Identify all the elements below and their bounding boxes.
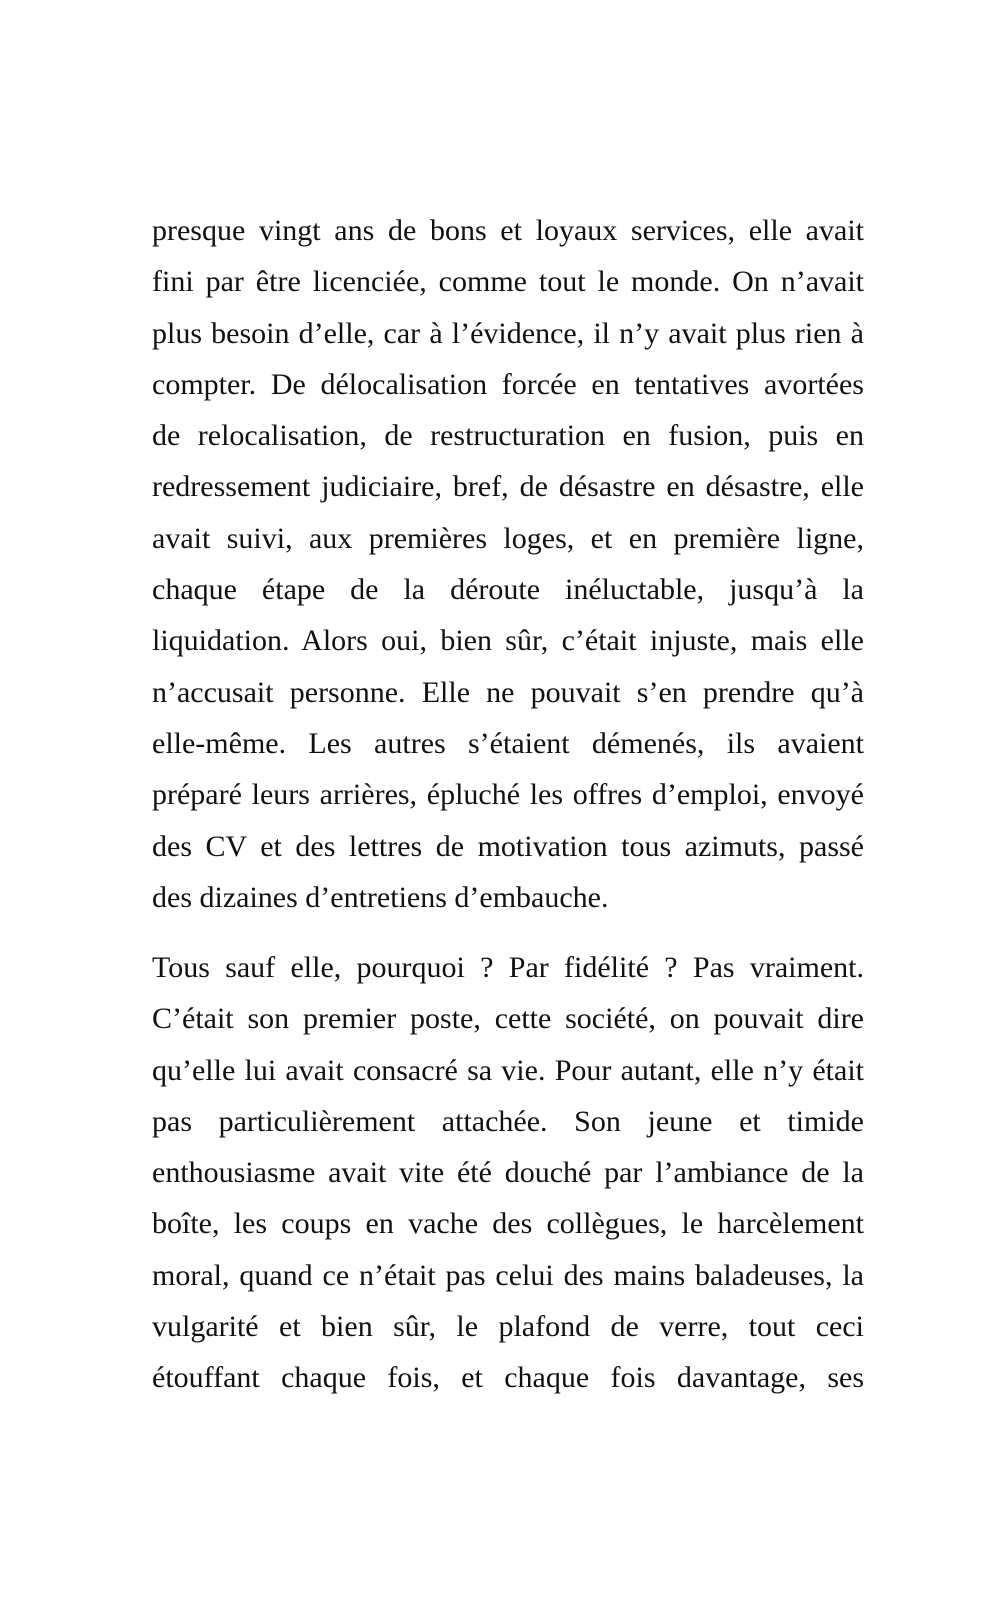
paragraph-1-line: chaque étape de la déroute inéluctable, jusqu’à la bbox=[152, 573, 864, 607]
paragraph-2-line: vulgarité et bien sûr, le plafond de verre, tout ceci bbox=[152, 1310, 864, 1344]
paragraph-2-line: boîte, les coups en vache des collègues, le harcèlement bbox=[152, 1207, 864, 1241]
paragraph-1-line: liquidation. Alors oui, bien sûr, c’était injuste, mais elle bbox=[152, 624, 864, 658]
paragraph-1-line: avait suivi, aux premières loges, et en première ligne, bbox=[152, 521, 864, 555]
paragraph-2-line: pas particulièrement attachée. Son jeune et timide bbox=[152, 1104, 864, 1138]
paragraph-1-line: redressement judiciaire, bref, de désastre en désastre, elle bbox=[152, 470, 864, 504]
paragraph-1-line: n’accusait personne. Elle ne pouvait s’en prendre qu’à bbox=[152, 675, 864, 709]
paragraph-1-line: des dizaines d’entretiens d’embauche. bbox=[152, 880, 609, 914]
paragraph-1-line: des CV et des lettres de motivation tous azimuts, passé bbox=[152, 829, 864, 863]
paragraph-1 bbox=[152, 205, 864, 923]
paragraph-1-line: elle-même. Les autres s’étaient démenés, ils avaient bbox=[152, 726, 864, 760]
paragraph-2-line: moral, quand ce n’était pas celui des mains baladeuses, la bbox=[152, 1258, 864, 1292]
paragraph-1-line: plus besoin d’elle, car à l’évidence, il n’y avait plus rien à bbox=[152, 316, 864, 350]
paragraph-1-line: de relocalisation, de restructuration en fusion, puis en bbox=[152, 419, 864, 453]
paragraph-2-line: qu’elle lui avait consacré sa vie. Pour autant, elle n’y était bbox=[152, 1053, 864, 1087]
paragraph-2-line: étouffant chaque fois, et chaque fois davantage, ses bbox=[152, 1361, 864, 1395]
paragraph-1-line: compter. De délocalisation forcée en tentatives avortées bbox=[152, 367, 864, 401]
paragraph-2 bbox=[152, 942, 864, 1404]
paragraph-2-line: C’était son premier poste, cette société, on pouvait dire bbox=[152, 1002, 864, 1036]
paragraph-2-line: enthousiasme avait vite été douché par l’ambiance de la bbox=[152, 1156, 864, 1190]
paragraph-2-line: Tous sauf elle, pourquoi ? Par fidélité ? Pas vraiment. bbox=[152, 951, 864, 984]
paragraph-1-line: presque vingt ans de bons et loyaux services, elle avait bbox=[152, 214, 864, 247]
paragraph-1-line: préparé leurs arrières, épluché les offres d’emploi, envoyé bbox=[152, 778, 864, 812]
paragraph-1-line: fini par être licenciée, comme tout le monde. On n’avait bbox=[152, 265, 864, 299]
